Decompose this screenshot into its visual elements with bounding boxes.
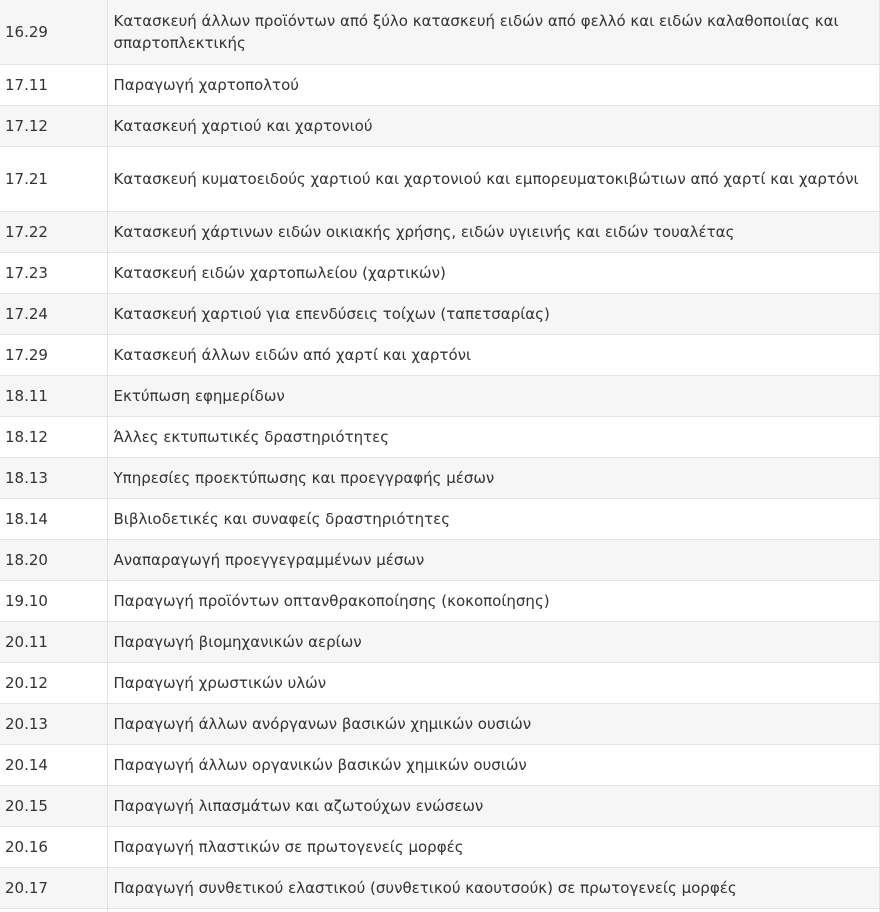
table-row — [0, 417, 879, 458]
table-row — [0, 581, 879, 622]
table-row — [0, 786, 879, 827]
activity-description: Κατασκευή ειδών χαρτοπωλείου (χαρτικών) — [107, 253, 879, 294]
activity-code: 18.14 — [0, 499, 107, 540]
table-row — [0, 253, 879, 294]
activity-code: 18.11 — [0, 376, 107, 417]
activity-description: Βιβλιοδετικές και συναφείς δραστηριότητες — [107, 499, 879, 540]
table-row — [0, 0, 879, 65]
activity-description: Παραγωγή λιπασμάτων και αζωτούχων ενώσεων — [107, 786, 879, 827]
activity-description: Παραγωγή άλλων ανόργανων βασικών χημικών ουσιών — [107, 704, 879, 745]
activity-description: Κατασκευή κυματοειδούς χαρτιού και χαρτονιού και εμπορευματοκιβώτιων από χαρτί και χαρτόνι — [107, 147, 879, 212]
activity-code: 16.29 — [0, 0, 107, 65]
activity-code: 17.29 — [0, 335, 107, 376]
activity-description: Κατασκευή χαρτιού και χαρτονιού — [107, 106, 879, 147]
activity-code: 18.13 — [0, 458, 107, 499]
activity-code: 19.10 — [0, 581, 107, 622]
table-row — [0, 868, 879, 909]
table-row — [0, 499, 879, 540]
activity-code: 17.12 — [0, 106, 107, 147]
activity-code: 20.13 — [0, 704, 107, 745]
table-row — [0, 458, 879, 499]
activity-code: 20.11 — [0, 622, 107, 663]
activity-description: Εκτύπωση εφημερίδων — [107, 376, 879, 417]
table-row — [0, 294, 879, 335]
activity-code: 17.21 — [0, 147, 107, 212]
activity-description: Παραγωγή άλλων οργανικών βασικών χημικών ουσιών — [107, 745, 879, 786]
activity-description: Παραγωγή χρωστικών υλών — [107, 663, 879, 704]
activity-description: Υπηρεσίες προεκτύπωσης και προεγγραφής μέσων — [107, 458, 879, 499]
activity-description: Παραγωγή πλαστικών σε πρωτογενείς μορφές — [107, 827, 879, 868]
table-row — [0, 106, 879, 147]
table-row — [0, 335, 879, 376]
table-row — [0, 909, 879, 912]
activity-code: 20.16 — [0, 827, 107, 868]
activity-code: 20.15 — [0, 786, 107, 827]
activity-code: 20.14 — [0, 745, 107, 786]
activity-description: Παραγωγή συνθετικού ελαστικού (συνθετικού καουτσούκ) σε πρωτογενείς μορφές — [107, 868, 879, 909]
table-row — [0, 622, 879, 663]
activity-description: Παραγωγή προϊόντων οπτανθρακοποίησης (κοκοποίησης) — [107, 581, 879, 622]
table-row — [0, 745, 879, 786]
activity-code: 20.12 — [0, 663, 107, 704]
activity-code — [0, 909, 107, 912]
activity-description: Κατασκευή άλλων ειδών από χαρτί και χαρτόνι — [107, 335, 879, 376]
activity-code: 18.20 — [0, 540, 107, 581]
activity-description: Αναπαραγωγή προεγγεγραμμένων μέσων — [107, 540, 879, 581]
activity-description: Παραγωγή χαρτοπολτού — [107, 65, 879, 106]
table-row — [0, 147, 879, 212]
table-row — [0, 376, 879, 417]
activity-description: Κατασκευή χάρτινων ειδών οικιακής χρήσης, ειδών υγιεινής και ειδών τουαλέτας — [107, 212, 879, 253]
activity-code: 17.23 — [0, 253, 107, 294]
activity-description: Κατασκευή χαρτιού για επενδύσεις τοίχων (ταπετσαρίας) — [107, 294, 879, 335]
activity-code: 17.11 — [0, 65, 107, 106]
table-row — [0, 212, 879, 253]
activity-description: Παραγωγή βιομηχανικών αερίων — [107, 622, 879, 663]
table-row — [0, 827, 879, 868]
activity-code: 18.12 — [0, 417, 107, 458]
table-row — [0, 663, 879, 704]
table-row — [0, 704, 879, 745]
activity-code: 20.17 — [0, 868, 107, 909]
activity-description: Άλλες εκτυπωτικές δραστηριότητες — [107, 417, 879, 458]
table-row — [0, 65, 879, 106]
activity-code: 17.24 — [0, 294, 107, 335]
activity-description: Κατασκευή άλλων προϊόντων από ξύλο κατασκευή ειδών από φελλό και ειδών καλαθοποιίας και σπαρτοπλεκτικής — [107, 0, 879, 65]
table-row — [0, 540, 879, 581]
activity-description — [107, 909, 879, 912]
activity-code: 17.22 — [0, 212, 107, 253]
